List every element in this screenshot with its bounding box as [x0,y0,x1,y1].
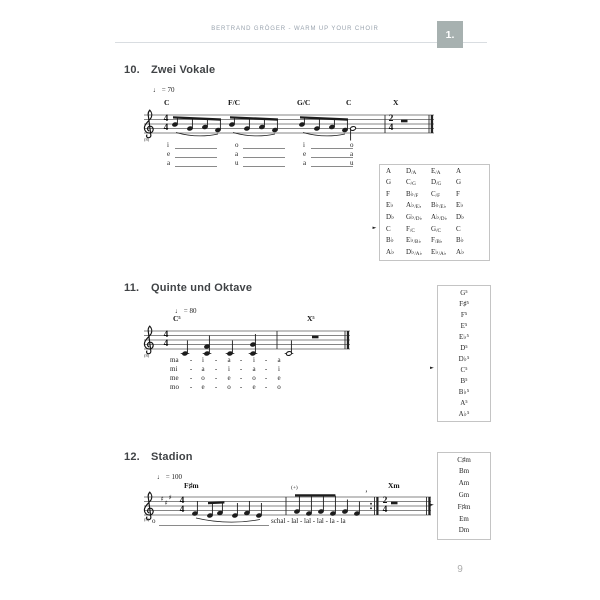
chord-list-item: F♯⁵ [459,299,469,308]
lyric-syllable: ma [170,356,179,364]
lyric-syllable: o [350,141,354,149]
chord-cell: F/B♭ [431,236,443,246]
chord-cell: F/C [406,224,415,234]
lyric-syllable: i [253,356,255,364]
lyric-syllable: mi [170,365,178,373]
lyric-extender-line [243,157,285,158]
lyric-hyphen: - [214,374,218,382]
chord-list-item: C⁵ [460,365,468,374]
chord-cell: A♭ [456,247,465,256]
octave-clef-label: (8) [144,352,150,358]
chord-cell: D♭ [456,212,465,221]
chord-cell: C/G [406,178,416,188]
lyric-syllable: a [303,159,307,167]
chord-cell: A [456,166,462,175]
exercise-number: 11. [124,282,140,294]
chord-cell: E/A [431,166,441,176]
staff-notation-11 [140,322,355,360]
chord-list-item: A⁵ [460,398,468,407]
chord-cell: D♭/A♭ [406,247,422,258]
time-signature-bottom: 4 [382,504,388,515]
lyric-hyphen: - [264,356,268,364]
transpose-chord-list [437,285,491,422]
lyric-syllable: o [152,517,156,525]
chord-cell: A♭/D♭ [431,212,447,223]
lyric-syllable: u [350,159,354,167]
chord-label: G/C [297,98,311,107]
lyric-syllable: e [201,383,205,391]
chord-cell: G [456,178,462,187]
transpose-chord-list [437,452,491,540]
time-signature-bottom: 4 [163,122,169,133]
lyric-syllable: a [252,365,256,373]
lyric-syllable: a [350,150,354,158]
lyric-extender-line [159,525,269,526]
lyric-hyphen: - [189,356,193,364]
chord-label: C⁵ [173,314,181,323]
chord-label: C [164,98,170,107]
lyric-syllable: me [170,374,179,382]
running-header: BERTRAND GRÖGER - WARM UP YOUR CHOIR [211,26,379,32]
chord-label: X [393,98,399,107]
transpose-chord-table [379,164,490,261]
time-signature-top: 4 [163,329,169,340]
lyric-extender-line [311,166,353,167]
chord-table-row [380,248,489,260]
time-signature-top: 2 [382,495,388,506]
lyric-syllable: e [167,150,171,158]
lyric-syllable: o [201,374,205,382]
chord-cell: E♭/A♭ [431,247,447,258]
tempo-marking: ♩ = 70 [153,86,175,94]
exercise-title: Quinte und Oktave [151,282,253,294]
lyric-syllable: u [235,159,239,167]
lyric-hyphen: - [189,383,193,391]
lyric-syllable: mo [170,383,179,391]
time-signature-bottom: 4 [179,504,185,515]
chord-cell: G [386,178,392,187]
lyric-hyphen: - [189,374,193,382]
chord-list-item: C♯m [457,455,471,464]
chord-cell: F [386,189,390,198]
time-signature-bottom: 4 [163,338,169,349]
time-signature-bottom: 4 [388,122,394,133]
chord-cell: D♭ [386,212,395,221]
chord-list-item: Em [459,514,469,523]
chord-cell: E♭ [386,201,394,210]
chord-list-item: Am [458,479,470,488]
lyric-syllable: e [227,374,231,382]
lyric-hyphen: - [264,374,268,382]
chord-table-row [380,225,489,237]
current-key-arrow: ► [430,365,434,371]
chord-cell: C [456,224,461,233]
lyric-hyphen: - [189,365,193,373]
chord-cell: D/A [406,166,417,176]
chord-cell: A♭ [386,247,395,256]
exercise-title: Zwei Vokale [151,64,216,76]
time-signature-top: 4 [179,495,185,506]
lyric-extender-line [175,148,217,149]
svg-text:♯: ♯ [164,499,168,507]
lyric-hyphen: - [214,356,218,364]
staff-annotation: (+) [291,485,298,491]
tempo-marking: ♩ = 80 [175,307,197,315]
lyric-hyphen: - [264,383,268,391]
chord-table-row [380,167,489,179]
lyric-extender-line [311,157,353,158]
exercise-number: 10. [124,64,140,76]
lyric-syllable: a [167,159,171,167]
lyric-hyphen: - [239,383,243,391]
lyric-syllable: a [235,150,239,158]
lyric-hyphen: - [214,365,218,373]
chord-table-row [380,213,489,225]
octave-clef-label: (8) [144,516,150,522]
lyric-syllable: i [278,365,280,373]
page-number: 9 [457,564,463,575]
chord-label: X⁵ [307,314,315,323]
current-key-arrow: ► [430,502,434,508]
lyric-hyphen: - [239,374,243,382]
chord-cell: A♭/E♭ [406,201,422,211]
chord-cell: E♭ [456,201,464,210]
lyric-syllable: i [303,141,305,149]
lyric-extender-line [243,166,285,167]
chord-label: F/C [228,98,241,107]
chord-list-item: Dm [458,526,470,535]
chord-cell: G/C [431,224,441,234]
chord-label: F♯m [184,481,199,490]
lyric-syllable: o [252,374,256,382]
lyric-hyphen: - [239,365,243,373]
chord-list-item: D♭⁵ [458,354,470,363]
chord-list-item: Bm [458,467,470,476]
header-rule [115,42,487,43]
chord-cell: F [456,189,460,198]
lyric-syllable: e [277,374,281,382]
lyric-extender-line [175,166,217,167]
chord-cell: D/G [431,178,442,188]
chord-cell: B♭/E♭ [431,201,447,211]
svg-text:♯: ♯ [168,493,172,502]
chord-cell: A [386,166,392,175]
tempo-marking: ♩ = 100 [157,473,182,481]
lyric-syllable: a [277,356,281,364]
exercise-title: Stadion [151,451,193,463]
lyric-syllable: e [252,383,256,391]
chord-list-item: F⁵ [460,310,468,319]
lyric-extender-line [311,148,353,149]
chord-cell: B♭/F [406,189,419,199]
chord-cell: G♭/D♭ [406,212,422,223]
lyric-hyphen: - [214,383,218,391]
lyric-syllable: i [202,356,204,364]
chord-list-item: F♯m [457,502,471,511]
lyric-syllable: o [277,383,281,391]
chord-cell: C [386,224,391,233]
chord-list-item: Gm [458,490,470,499]
lyric-syllable: e [303,150,307,158]
chord-cell: B♭ [456,236,464,245]
chord-label: C [346,98,352,107]
lyric-hyphen: - [239,356,243,364]
chapter-badge: 1. [437,21,463,48]
chord-list-item: G⁵ [460,288,468,297]
lyric-syllable: o [235,141,239,149]
chord-list-item: E⁵ [460,321,468,330]
chord-list-item: B⁵ [460,376,468,385]
chord-cell: E♭/B♭ [406,236,421,246]
chord-cell: B♭ [386,236,394,245]
svg-text:♯: ♯ [160,495,164,503]
chord-table-row [380,236,489,248]
lyric-syllable: a [201,365,205,373]
chord-list-item: B♭⁵ [458,387,470,396]
time-signature-top: 2 [388,113,394,124]
octave-clef-label: (8) [144,136,150,142]
current-key-arrow: ► [372,225,377,231]
lyric-syllable: i [167,141,169,149]
lyric-phrase: schal - lal - lal - lal - la - la [271,517,346,525]
lyric-syllable: a [227,356,231,364]
chord-cell: C/F [431,189,440,199]
chord-list-item: A♭⁵ [458,409,470,418]
lyric-extender-line [243,148,285,149]
chord-table-row [380,178,489,190]
chord-label: Xm [388,481,400,490]
lyric-hyphen: - [264,365,268,373]
lyric-syllable: i [228,365,230,373]
chord-table-row [380,201,489,213]
time-signature-top: 4 [163,113,169,124]
chord-list-item: D⁵ [460,343,468,352]
lyric-syllable: o [227,383,231,391]
chord-list-item: E♭⁵ [458,332,470,341]
chord-table-row [380,190,489,202]
lyric-extender-line [175,157,217,158]
exercise-number: 12. [124,451,140,463]
svg-text:’: ’ [365,490,368,498]
